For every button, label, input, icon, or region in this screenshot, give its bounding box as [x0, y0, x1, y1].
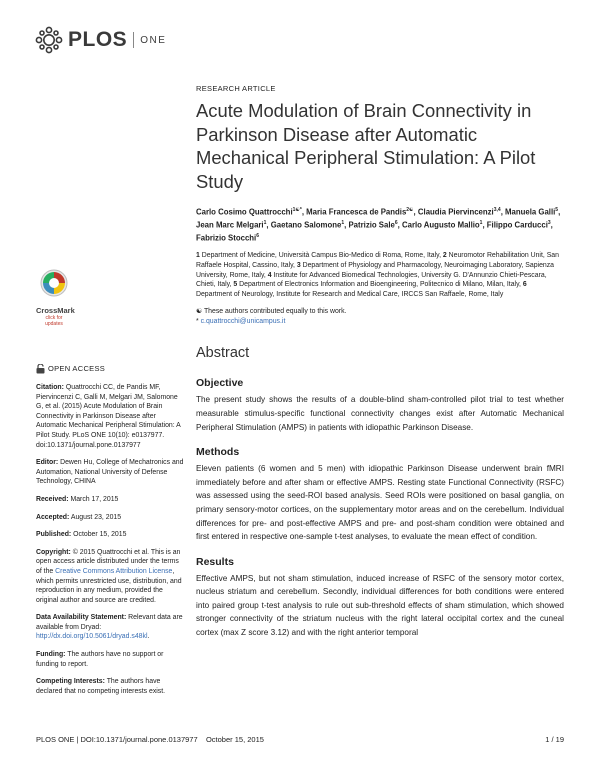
published-date: Published: October 15, 2015 [36, 531, 127, 539]
author-name: Jean Marc Melgari [196, 220, 264, 230]
license-link[interactable]: Creative Commons Attribution License [55, 567, 173, 575]
author-name: Carlo Cosimo Quattrocchi [196, 207, 293, 217]
open-lock-icon [36, 364, 45, 374]
corresponding-author: * c.quattrocchi@unicampus.it [196, 318, 286, 326]
footer-citation: PLOS ONE | DOI:10.1371/journal.pone.0137977 October 15, 2015 [36, 735, 264, 744]
affiliation-number: 3 [296, 261, 301, 269]
author-affiliation-mark: 1 [479, 219, 483, 226]
affiliation-text: Department of Neurology, Institute for Research and Medical Care, IRCCS San Raffaele, Rome, Italy [196, 290, 504, 298]
plos-logo [34, 26, 166, 54]
author-name: Claudia Piervincenzi [417, 207, 494, 217]
abstract-heading: Abstract [196, 345, 250, 362]
article-type: RESEARCH ARTICLE [196, 84, 276, 93]
author-notes [196, 307, 564, 327]
section-heading: Objective [196, 377, 244, 390]
author-name: Patrizio Sale [348, 220, 395, 230]
competing-interests: Competing Interests: The authors have declared that no competing interests exist. [36, 678, 166, 695]
author-list: Carlo Cosimo Quattrocchi$^{1☯*}$, Maria Francesca de Pandis$^{2☯}$, Claudia Piervincenzi$^{3,4}$, Manuela Galli$^5$, Jean Marc Melgari$^1$, Gaetano Salomone$^1$, Patrizio Sale$^6$, Carlo Augusto Mallio$^1$, Filippo Carducci$^3$, Fabrizio Stocchi$^6$ [196, 207, 561, 243]
author-name: Fabrizio Stocchi [196, 233, 257, 243]
author-name: Carlo Augusto Mallio [401, 220, 480, 230]
funding: Funding: The authors have no support or funding to report. [36, 651, 164, 668]
affiliation-number: 2 [442, 252, 447, 260]
affiliation-text: Institute for Advanced Biomedical Technologies, University G. D'Annunzio Chieti-Pescara, Chieti, Italy, [196, 271, 547, 289]
affiliation-text: Neuromotor Rehabilitation Unit, San Raffaele Hospital, Cassino, Italy, [196, 252, 559, 269]
author-affiliation-mark: 5 [555, 207, 559, 213]
crossmark-icon [39, 268, 69, 302]
section-body: Effective AMPS, but not sham stimulation, induced increase of RSFC of the sensory motor cortex, nucleus striatum and cerebellum. Secondly, individual differences for both conditions were entered into paired group t-test analysis to rule out sub-threshold effects of sham stimulation, which showed stronger connectivity of the striatum nucleus with the right lateral occipital cortex and the cuneal cortex (max Z score 3.12) and with the right anterior temporal [196, 573, 564, 638]
affiliations [196, 251, 564, 299]
copyright: Copyright: © 2015 Quattrocchi et al. This is an open access article distributed under the terms of the Creative Commons Attribution License, which permits unrestricted use, distribution, and reproduction in any medium, provided the original author and source are credited. [36, 548, 182, 604]
open-access: OPEN ACCESS [36, 364, 186, 374]
editor: Editor: Dewen Hu, College of Mechatronics and Automation, National University of Defense Technology, CHINA [36, 459, 184, 486]
data-availability: Data Availability Statement: Relevant data are available from Dryad: http://dx.doi.org/10.5061/dryad.s48kl. [36, 614, 183, 641]
section-body: The present study shows the results of a double-blind sham-controlled pilot trial to test whether measurable stimulus-specific functional connectivity changes exist after Automatic Mechanical Peripheral Stimulation (AMPS) in patients with idiopathic Parkinson Disease. [196, 395, 564, 432]
affiliation-number: 5 [233, 281, 238, 289]
section-body: Eleven patients (6 women and 5 men) with idiopathic Parkinson Disease underwent brain fMRI immediately before and after sham or effective AMPS. Resting state Functional Connectivity (RSFC) was assessed using the seed-ROI based analysis. Seed ROIs were positioned on basal ganglia, on primary sensory-motor cortices, on the supplementary motor areas and on the cerebellum. Individual differences for pre- and post-effective AMPS and pre- and post-sham condition were obtained and first entered in respective one-sample t-test analyses, to evaluate the mean effect of condition. [196, 464, 564, 542]
accepted-date: Accepted: August 23, 2015 [36, 513, 122, 521]
affiliation-number: 6 [522, 281, 527, 289]
author-name: Filippo Carducci [486, 220, 548, 230]
section-heading: Results [196, 555, 234, 568]
received-date: Received: March 17, 2015 [36, 495, 119, 503]
affiliation-number: 1 [196, 252, 200, 260]
crossmark-sub: click for updates [45, 315, 63, 327]
author-name: Maria Francesca de Pandis [306, 207, 407, 217]
author-affiliation-mark: 1 [263, 219, 267, 226]
affiliation-text: Department of Electronics Information and Bioengineering, Politecnico di Milano, Milan, Italy, [237, 281, 523, 289]
citation: Citation: Quattrocchi CC, de Pandis MF, Piervincenzi C, Galli M, Melgari JM, Salomone G, et al. (2015) Acute Modulation of Brain Connectivity in Parkinson Disease after Automatic Mechanical Peripheral Stimulation: A Pilot Study. PLoS ONE 10(10): e0137977. doi:10.1371/journal.pone.0137977 [36, 384, 181, 449]
author-affiliation-mark: 1☯* [292, 207, 302, 213]
page-number: 1 / 19 [545, 735, 564, 744]
author-affiliation-mark: 1 [341, 219, 345, 226]
plos-mark-icon [34, 26, 64, 54]
author-affiliation-mark: 3 [547, 219, 551, 226]
author-name: Gaetano Salomone [270, 220, 342, 230]
logo-text: PLOS [68, 28, 128, 51]
section-heading: Methods [196, 446, 240, 459]
author-name: Manuela Galli [505, 207, 556, 217]
abstract-section-results [196, 556, 564, 640]
affiliation-text: Department of Physiology and Pharmacology, Neuroimaging Laboratory, Sapienza University, Rome, Italy, [196, 261, 555, 279]
author-affiliation-mark: 3,4 [493, 207, 501, 213]
abstract-section-objective [196, 377, 564, 434]
article-title: Acute Modulation of Brain Connectivity in Parkinson Disease after Automatic Mechanical Peripheral Stimulation: A Pilot Study [196, 100, 536, 192]
email-link[interactable]: c.quattrocchi@unicampus.it [200, 318, 286, 326]
equal-contribution-note: ☯ These authors contributed equally to this work. [196, 308, 347, 316]
affiliation-number: 4 [267, 271, 272, 279]
article-metadata [36, 364, 186, 704]
author-affiliation-mark: 6 [256, 232, 259, 239]
affiliation-text: Department of Medicine, Università Campus Bio-Medico di Roma, Rome, Italy, [199, 252, 443, 260]
crossmark-label: CrossMark [36, 306, 75, 315]
crossmark-badge[interactable] [36, 268, 75, 327]
abstract-section-methods [196, 446, 564, 544]
page-footer [36, 735, 564, 744]
journal-name: ONE [140, 34, 167, 46]
dryad-link[interactable]: http://dx.doi.org/10.5061/dryad.s48kl [36, 633, 148, 641]
logo-divider [133, 32, 134, 48]
main-column [196, 84, 564, 652]
author-affiliation-mark: 2☯ [406, 207, 414, 213]
author-affiliation-mark: 6 [394, 219, 398, 226]
